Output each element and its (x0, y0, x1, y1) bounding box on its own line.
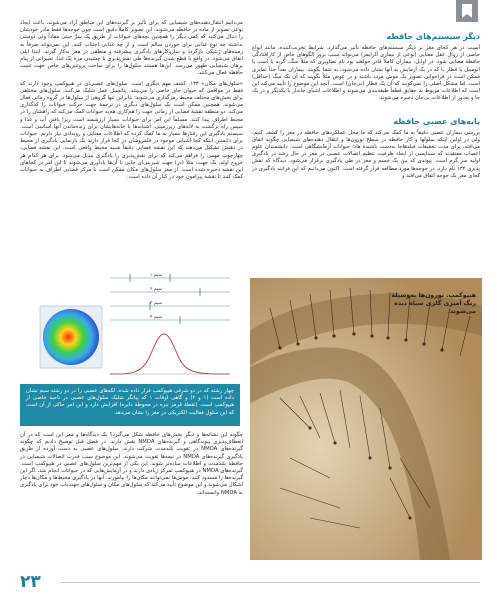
trace-label: سیم ۳ (150, 301, 162, 306)
paragraph: بررسی بیماران عصبی دقیقاً به ما کمک می‌کند که ما محل عملکردهای حافظه در مغز را کشف کنیم، ولی در اولین اینکه سلولها و کار حافظه در سطح نورون‌ها و انتقال دهنده‌های شیمیایی چگونه اتفاق می‌افتد، برای مدت تحقیقات فیلدهاجا به‌دست باشندهٔ هاد؛ حیوانات آزمایشگاهی است. دانشمندان علوم اعصاب معتقدند که سیناپسی از ایجاد ظرفیت تنظیم اتصالات عصبی در مغز در حال رشد در یادگیری اولیه سر گرم است. پیوندی که بین یک جسم و مغز در طی یادگیری برقرار می‌شود، دیدگاه که نقش پذیری ۱۳۲ نام دارد، در جوجه‌ها مورد مطالعه قرار گرفته است. اکنون می‌دانیم که این فرایند یادگیری در کجای مغز یک جوجه اتفاق می‌افتد و (252, 129, 481, 179)
footer-divider (60, 582, 480, 583)
section-heading-other-memory-systems: دیگر سیستم‌های حافظه (386, 32, 480, 41)
left-column (20, 20, 243, 184)
right-column (252, 20, 480, 183)
image-caption: هیپوکمپ. نورون‌ها به‌وسیلهٔ رنگ آمیزی گلژی سیاه دیده می‌شوند. (391, 292, 476, 315)
section-heading-neural-basis: پایه‌های عصبی حافظه (393, 116, 480, 126)
paragraph: چگونه این نشانه‌ها و دیگر بخش‌های حافظه شکل می‌گیرد؟ یک دیدگاه‌ها و مغز این است که در آن انعطاف‌پذیری پیوندگاهی و گیرنده‌های NMDA نقش دارند. در فصل قبل توضیح دادیم که چگونه گیرنده‌های NMDA در تقویت بلندمدت شرکت دارند. سلول‌های عصبی به دست آورده از طریق یادگیری گیرنده‌های NMDA در نیمه‌ها تقویت می‌شوند. این موضوع سبب قدرت اتصالات شیمیایی در حافظهٔ بلندمدت و اطلاعات ساده‌تر شوند. این یکی از مهم‌ترین سلول‌های عصبی در هیپوکمپ است. گیرنده‌های NMDA در هیپوکمپ تمرکز زیادی دارند و در آزمایش‌هایی که در حیوانات انجام شد، اگر این گیرنده‌ها را مسدود کنند، موش‌ها نمی‌توانند مکان‌ها را بیاموزند. آنها در یادگیری محیط‌ها و مکان‌ها دچار اشکال می‌شوند و این موضوع تأیید می‌کند که سلول‌های مکان و سلول‌های جهت‌یاب خود برای یادگیری به NMDA وابسته‌اند. (20, 432, 244, 496)
bookmark-icon (461, 4, 473, 18)
hippocampus-micrograph (250, 278, 482, 560)
trace-label: سیم ۱ (150, 273, 162, 278)
neuron-illustration (250, 278, 482, 560)
paragraph: می‌دانیم انتقال‌دهنده‌های شیمیایی که برای تأثیر بر گیرنده‌های این مناطق آزاد می‌شوند، باعث ایجاد نوعی تصویر از ماده در حافظه می‌شوند. این تصویر کاملاً دقیق است چون جوجه‌ها فقط مادر خودشان را دنبال می‌کنند که کمی دیگر را همچنین بچه‌های حیوانات از طریق یک سِرْ حیتی مفاداً ولی دوستی بداشته چه نوع غذایی برای خوردن سالم است و از چه غذایی اجتناب کنند. این نمی‌تواند صرفاً به زمینه‌های ژنتیکی بازگردد و سازوکارهای یادگیری پیشرفته و منطقی در مغز به‌کار گیرند. ابتدا ایلی اتفاق می‌شود. در واقع با قطع شدن گیرنده‌ها طی نقش‌پذیری یا چشیدن مزهٔ یک غذا، تغییراتی از پیام برهان شیمیایی ظهور می‌رسد. این‌ها هستند سلول‌ها را برای ساخت پروتئین‌های خاص جهت تثبیت حافظه فعال می‌کنند. (20, 20, 243, 77)
trace-label: سیم ۴ (150, 315, 162, 320)
left-column-lower (20, 432, 243, 500)
trace-label: سیم ۲ (150, 287, 162, 292)
paragraph: «سلول‌های مکان» ۱۳۳. کشف مهم دیگری است. سلول‌های عصبی‌ای در هیپوکمپ وجود دارند که فقط در مواقعی که حیوان جای خاصی را می‌بینند. پتانسیل عمل شلیک می‌کنند. سلول‌های مختلفی برای بخش‌های مختلف محیط رمزگذاری می‌شوند؛ بنابراین تنها گروهی از سلول‌ها در گروه زمانی فعال می‌شوند. همچنین ممکن است یک سلول‌های دیگری در ترجمهٔ جهت حرکت حیوانات را کدگذاری می‌کند. دو منطقهٔ نقشهٔ فضایی از زمانی جهت را هم‌کاری هم‌به حیوانات کمک می‌کند که راهشان را در محیط اطراف پیدا کنند. مسلماً این امر برای حیوانات بسیار ارزشمند است زیرا یافتن آب و غذا و سپس راه برگشت به لانه‌های زیرزمینی، آشیانه‌ها یا خانه‌هایشان برای زنده‌ماندن آنها اساسی است. سیستم یادگیری این رفتارها بسیار به ما کمک کرده که اطلاعات معنایی و رویدادی نیاز داریم. حیوانات برای دانستن اینکه کجا اشیایی موجود در قلمروشان در کجا قرار دارند یک بازنمایی یادگیری از محیط در ذهنش تشکیل می‌دهند که این نقشه فضایی دقیقاً شبیه محیط واقعی است. این نقشه فضایی، چهارچوب مهمی را فراهم می‌کند که برای نقش‌پذیری را یادگیری تبدیل می‌شود. برای هر کدام هر خروج اوله، یک جهت، مثلاً (در) جهت شیرینی‌ای جایی تا آن‌ها یادآوری می‌شوند تا این امر در کجاهای این نقشه ذخیره شده است. از مغز سلول‌های مکان ممکن است با مرکز فضایی اطراف به حیوانات کمک کنند تا نقشهٔ پیرامون خود در کنار آن داده است. (20, 80, 243, 181)
figure-caption: چهار رشته که در دو شرقی هیپوکمپ قرار داده شده. لکه‌های عصبی را در دو رشته سیم نشان داده است (۱ و ۲) و گاهی اوقات ۱ که پیانگر شلیک سلول‌های عصبی در ناحیهٔ خاصی از هیپوکمپ است. (نقطهٔ قرمز تیره در محوطهٔ دایره) افزایش دارد و این امر حاکی از آن است که این سلول فعالیت الکتریکی در مغز را نشان می‌دهد. (20, 384, 240, 426)
paragraph: آسیب در هر کجای مغز بر دیگر سیستم‌های حافظه تأثیر می‌گذارد. شرایط تخریب‌کننده، مانند انواع خاصی از زوال عقل معنایی (نوعی از بیماری آلزایمر) می‌تواند سبب بروز الگوهای خاص از کارافتادگی حافظهٔ معنایی شود. در اوایل، بیماران کاملاً قادر خواهند بود نام تصاویری که مثلاً سگ، گربه یا اسب یا اتومبیل یا قطار یا که در یک آزمایش به آنها نشان داده می‌شود، به شما بگویند. بیماران بعداً جداً تمایزی ممکن است در فراخوانی تصویر یک موش مردد باشند و در عوض مثلاً بگویند که آن یک سگ (حداقل) است. اما مشکل اصلی را نمی‌کوبند که آن یک قطار (بی‌جان) است. آنچه این موضوع را تأیید می‌کند این است که اطلاعات مربوط به حقایق قطعاً طبقه‌بندی می‌شوند و اطلاعات اشیای جاندار با یکدیگر و در یک جا و به‌دور از اطلاعات بی‌جان ذخیره می‌شوند. (252, 45, 480, 102)
page-number: ۲۳ (20, 572, 41, 592)
place-cell-figure (30, 270, 240, 400)
